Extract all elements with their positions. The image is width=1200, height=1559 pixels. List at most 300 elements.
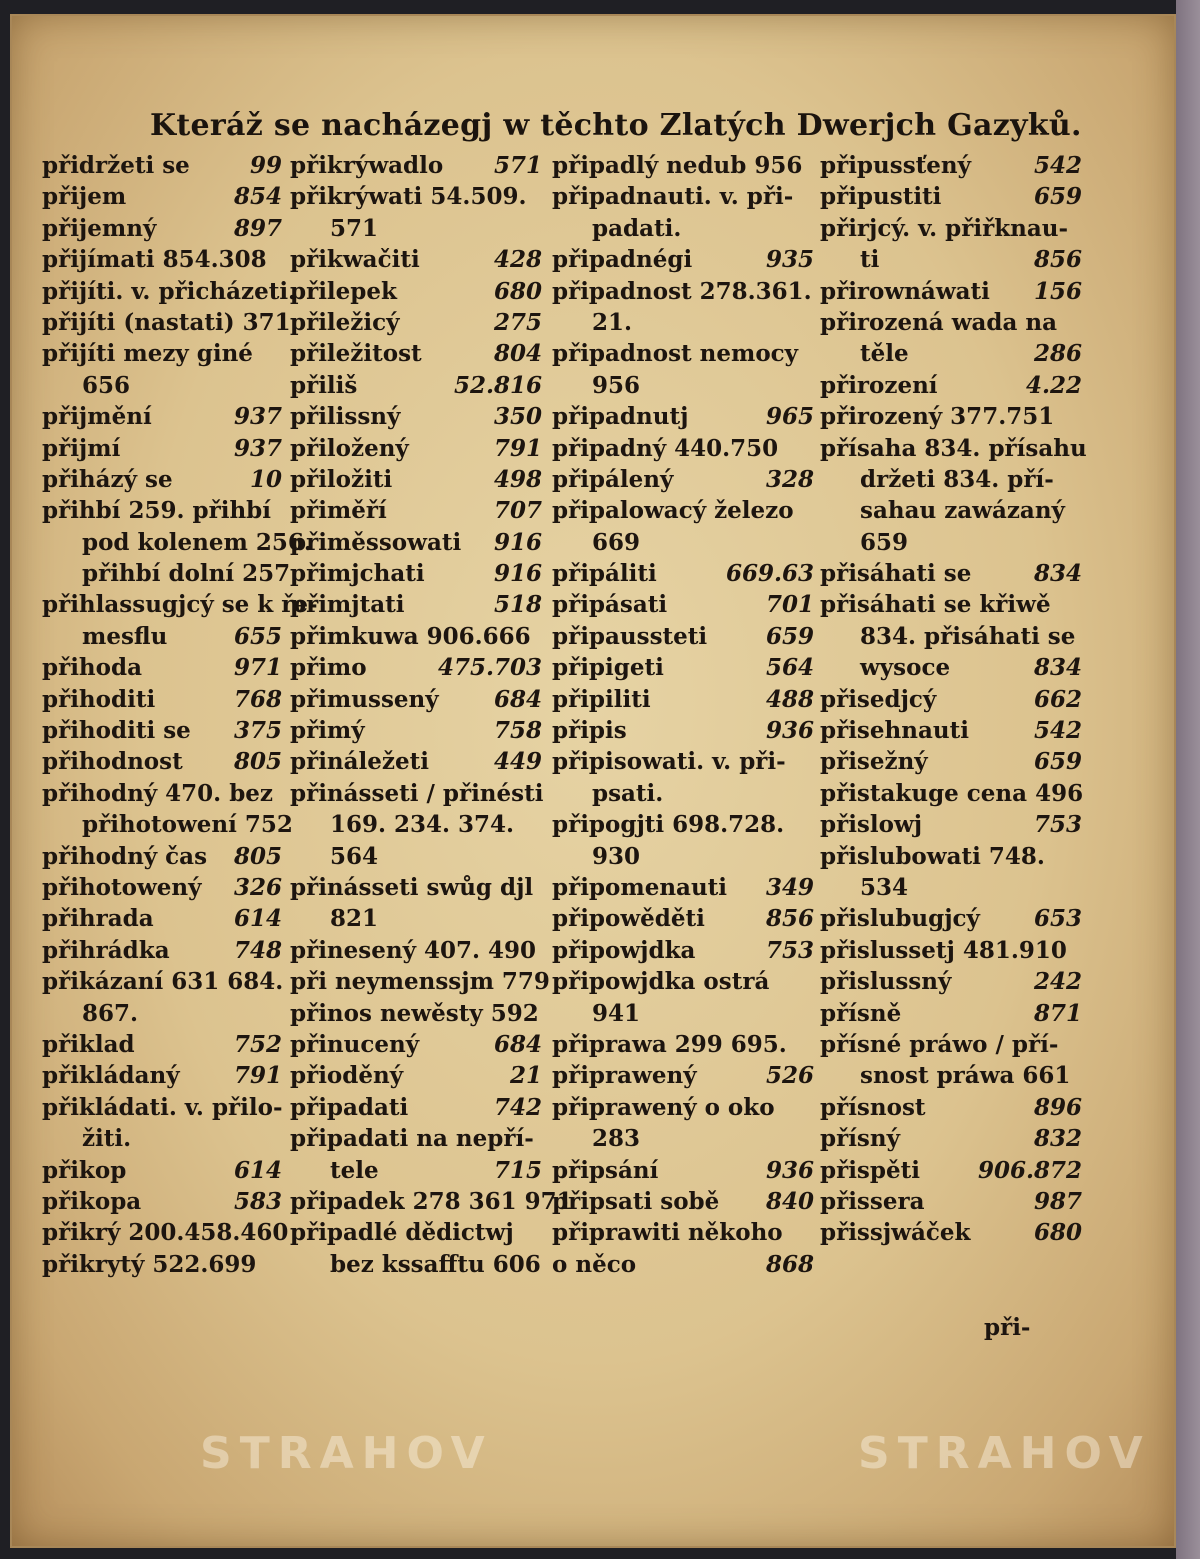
entry-term: přispěti xyxy=(820,1156,920,1184)
entry-term: přirozený 377.751 xyxy=(820,403,1055,431)
entry-term: přimjchati xyxy=(290,560,425,588)
index-entry xyxy=(552,401,814,432)
entry-page-number: 805 xyxy=(233,748,282,776)
entry-term: těle xyxy=(860,340,909,368)
entry-page-number xyxy=(808,998,814,1029)
index-entry xyxy=(820,1123,1082,1154)
entry-page-number xyxy=(1076,1029,1082,1060)
index-entry xyxy=(552,1217,814,1248)
entry-page-number: 856 xyxy=(1033,246,1082,274)
entry-page-number xyxy=(808,527,814,558)
entry-page-number: 791 xyxy=(493,434,542,462)
index-column-2 xyxy=(290,150,573,1280)
index-entry xyxy=(42,338,282,369)
entry-term: přihbí 259. přihbí xyxy=(42,497,271,525)
index-entry xyxy=(552,778,814,809)
entry-term: pod kolenem 256. xyxy=(82,528,312,556)
entry-term: přinesený 407. 490 xyxy=(290,936,537,964)
entry-page-number xyxy=(276,495,282,526)
index-entry xyxy=(552,621,814,652)
index-entry xyxy=(820,1155,1082,1186)
entry-page-number: 906.872 xyxy=(977,1156,1082,1184)
index-entry xyxy=(820,935,1082,966)
index-entry xyxy=(552,495,814,526)
index-entry xyxy=(290,338,542,369)
index-entry xyxy=(820,903,1082,934)
index-entry xyxy=(820,778,1082,809)
index-entry xyxy=(42,684,282,715)
entry-page-number xyxy=(536,841,542,872)
entry-page-number: 854 xyxy=(233,183,282,211)
entry-term: 669 xyxy=(592,528,641,556)
entry-page-number xyxy=(1076,527,1082,558)
entry-term: přikládaný xyxy=(42,1062,180,1090)
index-entry xyxy=(42,1249,282,1280)
entry-page-number: 662 xyxy=(1033,685,1082,713)
entry-page-number: 99 xyxy=(249,152,282,179)
entry-page-number: 21 xyxy=(509,1062,542,1090)
entry-page-number xyxy=(543,778,549,809)
index-entry xyxy=(290,809,542,840)
entry-page-number: 614 xyxy=(233,1156,282,1184)
entry-term: přijíti mezy giné xyxy=(42,340,253,368)
index-entry xyxy=(290,1186,573,1217)
entry-page-number xyxy=(808,841,814,872)
index-entry xyxy=(42,1123,282,1154)
index-entry xyxy=(552,966,814,997)
index-entry xyxy=(820,558,1082,589)
entry-term: přislubowati 748. xyxy=(820,842,1045,870)
watermark-right: STRAHOV xyxy=(858,1428,1151,1479)
entry-page-number xyxy=(276,1123,282,1154)
entry-term: připis xyxy=(552,717,627,745)
entry-page-number xyxy=(808,1029,814,1060)
entry-term: přikopa xyxy=(42,1187,142,1215)
index-entry xyxy=(42,998,282,1029)
entry-term: přikázaní 631 684. xyxy=(42,968,284,996)
index-entry xyxy=(820,589,1082,620)
entry-term: 941 xyxy=(592,999,641,1027)
entry-term: připadnutj xyxy=(552,403,689,431)
entry-page-number: 840 xyxy=(765,1187,814,1215)
index-entry xyxy=(290,1123,542,1154)
entry-page-number: 936 xyxy=(765,717,814,745)
index-entry xyxy=(820,150,1082,181)
entry-page-number xyxy=(1076,401,1082,432)
entry-page-number: 428 xyxy=(493,246,542,274)
entry-page-number xyxy=(283,1092,289,1123)
entry-term: přikrýwadlo xyxy=(290,152,444,179)
entry-page-number xyxy=(539,998,545,1029)
entry-term: připiliti xyxy=(552,685,651,713)
entry-page-number xyxy=(808,1123,814,1154)
entry-term: připrawiti někoho xyxy=(552,1219,783,1247)
entry-page-number xyxy=(541,1249,547,1280)
index-entry xyxy=(552,1092,814,1123)
entry-page-number xyxy=(808,338,814,369)
scan-edge xyxy=(1176,0,1200,1559)
entry-term: přiházý se xyxy=(42,465,173,493)
entry-term: přimussený xyxy=(290,685,439,713)
index-entry xyxy=(552,338,814,369)
index-entry xyxy=(290,433,542,464)
entry-page-number: 680 xyxy=(1033,1219,1082,1247)
entry-term: připadlý nedub 956 xyxy=(552,152,803,179)
entry-page-number xyxy=(1076,1060,1082,1091)
index-entry xyxy=(820,1092,1082,1123)
entry-page-number: 742 xyxy=(493,1093,542,1121)
entry-page-number xyxy=(536,809,542,840)
entry-page-number: 936 xyxy=(765,1156,814,1184)
index-entry xyxy=(552,244,814,275)
entry-term: přiměssowati xyxy=(290,528,462,556)
index-entry xyxy=(290,213,542,244)
entry-page-number xyxy=(536,872,542,903)
index-entry xyxy=(42,1217,289,1248)
entry-page-number: 832 xyxy=(1033,1125,1082,1153)
entry-term: přislussetj 481.910 xyxy=(820,936,1067,964)
entry-term: připsati sobě xyxy=(552,1187,720,1215)
index-entry xyxy=(42,464,282,495)
entry-term: držeti 834. pří- xyxy=(860,465,1054,493)
entry-page-number: 475.703 xyxy=(437,654,542,682)
entry-term: sahau zawázaný xyxy=(860,497,1065,525)
entry-page-number xyxy=(812,276,818,307)
entry-term: přihodný 470. bez xyxy=(42,779,273,807)
entry-page-number: 659 xyxy=(1033,183,1082,211)
entry-page-number: 680 xyxy=(493,277,542,305)
entry-term: přijíti. v. přicházeti. xyxy=(42,277,297,305)
index-entry xyxy=(820,746,1082,777)
index-entry xyxy=(552,370,814,401)
index-entry xyxy=(820,841,1082,872)
index-entry xyxy=(552,433,814,464)
entry-term: připadnégi xyxy=(552,246,693,274)
entry-term: přikrytý 522.699 xyxy=(42,1250,257,1278)
entry-page-number xyxy=(1076,589,1082,620)
entry-term: přinásseti / přinésti xyxy=(290,779,544,807)
entry-term: přijmí xyxy=(42,434,121,462)
index-entry xyxy=(820,495,1082,526)
entry-term: přirození xyxy=(820,371,938,399)
entry-term: připadlé dědictwj xyxy=(290,1219,514,1247)
index-entry xyxy=(552,652,814,683)
entry-page-number xyxy=(1076,621,1082,652)
index-entry xyxy=(42,527,312,558)
entry-term: při neymenssjm 779 xyxy=(290,968,550,996)
entry-page-number xyxy=(276,370,282,401)
index-entry xyxy=(820,1217,1082,1248)
entry-term: připigeti xyxy=(552,654,664,682)
entry-term: bez kssafftu 606 xyxy=(330,1250,541,1278)
entry-page-number xyxy=(1076,464,1082,495)
index-entry xyxy=(42,935,282,966)
entry-term: přimjtati xyxy=(290,591,405,619)
entry-page-number xyxy=(808,1217,814,1248)
index-entry xyxy=(290,652,542,683)
index-entry xyxy=(552,1029,814,1060)
entry-page-number: 526 xyxy=(765,1062,814,1090)
entry-page-number: 350 xyxy=(493,403,542,431)
entry-term: přiložiti xyxy=(290,465,393,493)
entry-term: přilepek xyxy=(290,277,397,305)
index-entry xyxy=(290,307,542,338)
entry-term: přinásseti swůg djl xyxy=(290,873,534,901)
index-entry xyxy=(42,433,282,464)
index-entry xyxy=(290,1155,542,1186)
entry-term: přirjcý. v. přiřknau- xyxy=(820,214,1069,242)
entry-term: přiměří xyxy=(290,497,387,525)
index-entry xyxy=(290,684,542,715)
entry-term: 283 xyxy=(592,1125,641,1153)
index-entry xyxy=(290,841,542,872)
entry-term: připowjdka xyxy=(552,936,696,964)
entry-page-number: 659 xyxy=(1033,748,1082,776)
entry-page-number: 564 xyxy=(765,654,814,682)
index-entry xyxy=(42,1092,282,1123)
index-entry xyxy=(42,1186,282,1217)
entry-term: připadnost 278.361. xyxy=(552,277,812,305)
index-entry xyxy=(290,181,542,212)
entry-term: 659 xyxy=(860,528,909,556)
index-entry xyxy=(290,935,542,966)
entry-term: 956 xyxy=(592,371,641,399)
entry-term: přikrýwati 54.509. xyxy=(290,183,527,211)
entry-term: přiležicý xyxy=(290,308,400,336)
index-entry xyxy=(290,746,542,777)
index-entry xyxy=(820,338,1082,369)
entry-page-number xyxy=(808,213,814,244)
index-entry xyxy=(290,401,542,432)
entry-page-number xyxy=(808,370,814,401)
index-entry xyxy=(820,1029,1082,1060)
entry-term: 169. 234. 374. xyxy=(330,811,515,839)
entry-term: 656 xyxy=(82,371,131,399)
index-entry xyxy=(552,1060,814,1091)
index-entry xyxy=(290,872,542,903)
index-entry xyxy=(552,872,814,903)
index-entry xyxy=(552,464,814,495)
index-entry xyxy=(290,715,542,746)
entry-page-number: 768 xyxy=(233,685,282,713)
index-entry xyxy=(552,558,814,589)
entry-page-number xyxy=(536,181,542,212)
entry-page-number: 758 xyxy=(493,717,542,745)
entry-term: přináležeti xyxy=(290,748,429,776)
index-entry xyxy=(290,558,542,589)
index-entry xyxy=(820,621,1082,652)
entry-term: přihrádka xyxy=(42,936,170,964)
entry-page-number: 937 xyxy=(233,403,282,431)
entry-page-number: 4.22 xyxy=(1025,371,1082,399)
index-entry xyxy=(42,841,282,872)
entry-term: 821 xyxy=(330,905,379,933)
entry-page-number: 375 xyxy=(233,717,282,745)
index-entry xyxy=(42,1029,282,1060)
entry-page-number: 935 xyxy=(765,246,814,274)
index-entry xyxy=(552,903,814,934)
index-entry xyxy=(42,966,282,997)
entry-page-number: 52.816 xyxy=(453,371,542,399)
entry-term: připadnost nemocy xyxy=(552,340,799,368)
entry-term: přirozená wada na xyxy=(820,308,1058,336)
entry-page-number xyxy=(808,966,814,997)
entry-page-number xyxy=(808,809,814,840)
entry-term: wysoce xyxy=(860,654,951,682)
entry-term: přihoda xyxy=(42,654,142,682)
entry-term: přihrada xyxy=(42,905,154,933)
entry-page-number xyxy=(808,307,814,338)
entry-page-number xyxy=(536,1217,542,1248)
entry-term: připowjdka ostrá xyxy=(552,968,770,996)
entry-term: přihoditi xyxy=(42,685,156,713)
entry-page-number: 752 xyxy=(233,1030,282,1058)
entry-page-number: 753 xyxy=(765,936,814,964)
entry-term: přistakuge cena 496 xyxy=(820,779,1084,807)
entry-term: přikop xyxy=(42,1156,127,1184)
index-entry xyxy=(290,150,542,181)
entry-term: přihotowení 752 xyxy=(82,811,293,839)
entry-page-number: 897 xyxy=(233,214,282,242)
entry-term: padati. xyxy=(592,214,682,242)
entry-term: 21. xyxy=(592,308,633,336)
entry-term: přísnost xyxy=(820,1093,926,1121)
index-entry xyxy=(290,1029,542,1060)
entry-page-number xyxy=(276,338,282,369)
entry-page-number: 753 xyxy=(1033,811,1082,839)
entry-term: 571 xyxy=(330,214,379,242)
entry-term: přislussný xyxy=(820,968,952,996)
entry-page-number: 971 xyxy=(233,654,282,682)
entry-page-number: 916 xyxy=(493,560,542,588)
index-entry xyxy=(820,464,1082,495)
entry-term: přinos newěsty 592 xyxy=(290,999,539,1027)
entry-term: přisáhati se xyxy=(820,560,972,588)
entry-term: připadek 278 361 971 xyxy=(290,1187,573,1215)
entry-page-number: 571 xyxy=(493,152,542,179)
index-entry xyxy=(290,464,542,495)
index-entry xyxy=(820,684,1082,715)
index-entry xyxy=(42,872,282,903)
index-entry xyxy=(552,181,814,212)
watermark-left: STRAHOV xyxy=(200,1428,493,1479)
index-entry xyxy=(552,307,814,338)
entry-term: přijem xyxy=(42,183,127,211)
entry-term: připowěděti xyxy=(552,905,705,933)
index-entry xyxy=(552,150,814,181)
index-entry xyxy=(42,1155,282,1186)
entry-term: přísné práwo / pří- xyxy=(820,1030,1059,1058)
index-entry xyxy=(820,872,1082,903)
entry-page-number: 834 xyxy=(1033,560,1082,588)
entry-term: přikrý 200.458.460 xyxy=(42,1219,289,1247)
index-entry xyxy=(552,746,814,777)
entry-term: přijímati 854.308 xyxy=(42,246,267,274)
entry-page-number: 518 xyxy=(493,591,542,619)
entry-page-number: 156 xyxy=(1033,277,1082,305)
index-entry xyxy=(552,715,814,746)
index-entry xyxy=(290,1249,542,1280)
entry-term: připrawený xyxy=(552,1062,697,1090)
entry-term: přidržeti se xyxy=(42,152,190,179)
index-entry xyxy=(290,966,550,997)
entry-page-number: 684 xyxy=(493,1030,542,1058)
index-entry xyxy=(820,715,1082,746)
index-entry xyxy=(820,401,1082,432)
entry-page-number: 916 xyxy=(493,528,542,556)
entry-page-number: 684 xyxy=(493,685,542,713)
entry-page-number: 805 xyxy=(233,842,282,870)
index-entry xyxy=(552,1123,814,1154)
index-column-4 xyxy=(820,150,1087,1249)
index-entry xyxy=(290,495,542,526)
entry-page-number xyxy=(536,213,542,244)
index-entry xyxy=(820,1060,1082,1091)
entry-term: přislubugjcý xyxy=(820,905,980,933)
entry-page-number xyxy=(276,1249,282,1280)
entry-page-number xyxy=(808,1092,814,1123)
entry-term: přioděný xyxy=(290,1062,404,1090)
index-entry xyxy=(820,998,1082,1029)
entry-page-number: 804 xyxy=(493,340,542,368)
index-entry xyxy=(290,589,542,620)
entry-page-number xyxy=(808,433,814,464)
index-entry xyxy=(552,589,814,620)
entry-term: přísný xyxy=(820,1125,900,1153)
index-entry xyxy=(820,652,1082,683)
index-entry xyxy=(820,370,1082,401)
entry-page-number xyxy=(1087,433,1093,464)
entry-page-number xyxy=(808,181,814,212)
entry-page-number xyxy=(808,495,814,526)
entry-term: 834. přisáhati se xyxy=(860,622,1076,650)
index-entry xyxy=(290,903,542,934)
entry-page-number: 748 xyxy=(233,936,282,964)
entry-term: připustiti xyxy=(820,183,942,211)
entry-term: připisowati. v. při- xyxy=(552,748,786,776)
entry-page-number: 868 xyxy=(765,1250,814,1278)
entry-term: přissera xyxy=(820,1187,925,1215)
entry-page-number xyxy=(1076,495,1082,526)
index-entry xyxy=(42,1060,282,1091)
entry-term: přiklad xyxy=(42,1030,135,1058)
entry-page-number: 488 xyxy=(765,685,814,713)
entry-term: přijíti (nastati) 371 xyxy=(42,308,291,336)
entry-page-number: 987 xyxy=(1033,1187,1082,1215)
entry-page-number: 791 xyxy=(233,1062,282,1090)
index-entry xyxy=(42,181,282,212)
index-entry xyxy=(42,589,318,620)
entry-term: připussťený xyxy=(820,152,971,179)
index-entry xyxy=(42,746,282,777)
index-entry xyxy=(42,778,282,809)
entry-page-number: 715 xyxy=(493,1156,542,1184)
index-entry xyxy=(42,558,291,589)
index-entry xyxy=(820,433,1087,464)
entry-term: žiti. xyxy=(82,1125,132,1153)
index-entry xyxy=(820,213,1082,244)
entry-term: přiliš xyxy=(290,371,358,399)
entry-page-number: 326 xyxy=(233,873,282,901)
entry-term: přihodný čas xyxy=(42,842,208,870)
entry-page-number xyxy=(1076,872,1082,903)
index-entry xyxy=(552,1249,814,1280)
entry-term: připogjti 698.728. xyxy=(552,811,785,839)
index-entry xyxy=(290,244,542,275)
entry-page-number xyxy=(276,778,282,809)
index-entry xyxy=(820,276,1082,307)
entry-term: přislowj xyxy=(820,811,923,839)
